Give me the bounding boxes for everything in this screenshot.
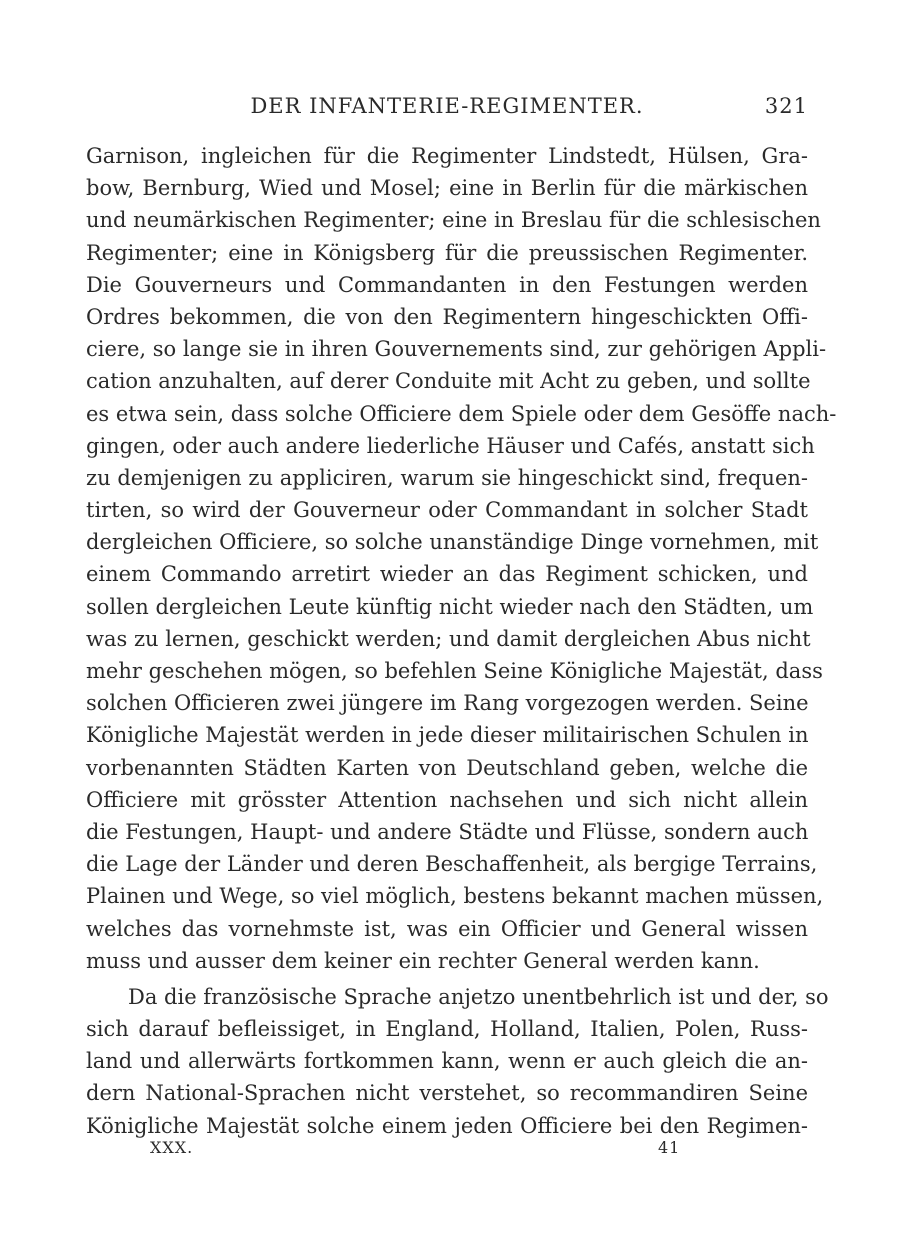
- text-line: cation anzuhalten, auf derer Conduite mit Acht zu geben, und sollte: [86, 369, 811, 394]
- paragraph: [86, 981, 829, 1142]
- text-line: tirten, so wird der Gouverneur oder Commandant in solcher Stadt: [86, 498, 808, 523]
- text-line: vorbenannten Städten Karten von Deutschland geben, welche die: [86, 755, 808, 780]
- signature-mark: XXX.: [150, 1138, 194, 1157]
- text-line: land und allerwärts fortkommen kann, wenn er auch gleich die an-: [86, 1049, 808, 1074]
- text-line: gingen, oder auch andere liederliche Häuser und Cafés, anstatt sich: [86, 433, 815, 458]
- text-line: die Festungen, Haupt- und andere Städte und Flüsse, sondern auch: [86, 819, 809, 844]
- sheet-number: 41: [658, 1138, 681, 1157]
- text-line: die Lage der Länder und deren Beschaffenheit, als bergige Terrains,: [86, 852, 818, 877]
- text-line: sollen dergleichen Leute künftig nicht wieder nach den Städten, um: [86, 594, 814, 619]
- text-line: Königliche Majestät solche einem jeden Officiere bei den Regimen-: [86, 1113, 808, 1138]
- text-line: was zu lernen, geschickt werden; und damit dergleichen Abus nicht: [86, 626, 811, 651]
- text-line: sich darauf befleissiget, in England, Holland, Italien, Polen, Russ-: [86, 1017, 808, 1042]
- text-line: mehr geschehen mögen, so befehlen Seine Königliche Majestät, dass: [86, 659, 823, 683]
- text-line: Officiere mit grösster Attention nachsehen und sich nicht allein: [86, 787, 808, 812]
- text-line: Regimenter; eine in Königsberg für die preussischen Regimenter.: [86, 240, 808, 265]
- paragraph: [86, 140, 837, 977]
- page-footer: [0, 1138, 900, 1164]
- text-line: solchen Officieren zwei jüngere im Rang vorgezogen werden. Seine: [86, 691, 809, 716]
- text-line: dergleichen Officiere, so solche unanständige Dinge vornehmen, mit: [86, 530, 819, 555]
- text-line: Da die französische Sprache anjetzo unentbehrlich ist und der, so: [128, 984, 829, 1009]
- text-line: und neumärkischen Regimenter; eine in Breslau für die schlesischen: [86, 208, 821, 233]
- text-line: welches das vornehmste ist, was ein Officier und General wissen: [86, 916, 808, 941]
- text-line: ciere, so lange sie in ihren Gouvernements sind, zur gehörigen Appli-: [86, 337, 827, 362]
- text-line: Die Gouverneurs und Commandanten in den Festungen werden: [86, 272, 808, 297]
- text-line: zu demjenigen zu appliciren, warum sie hingeschickt sind, frequen-: [86, 465, 808, 490]
- text-line: muss und ausser dem keiner ein rechter General werden kann.: [86, 948, 760, 973]
- text-line: einem Commando arretirt wieder an das Regiment schicken, und: [86, 562, 808, 587]
- text-line: bow, Bernburg, Wied und Mosel; eine in Berlin für die märkischen: [86, 176, 808, 201]
- text-line: dern National-Sprachen nicht verstehet, so recommandiren Seine: [86, 1081, 808, 1106]
- text-line: Königliche Majestät werden in jede dieser militairischen Schulen in: [86, 723, 809, 748]
- text-line: Ordres bekommen, die von den Regimentern hingeschickten Offi-: [86, 304, 808, 329]
- text-line: Plainen und Wege, so viel möglich, bestens bekannt machen müssen,: [86, 884, 824, 909]
- text-line: Garnison, ingleichen für die Regimenter Lindstedt, Hülsen, Gra-: [86, 144, 808, 168]
- page-number: 321: [764, 94, 808, 118]
- text-line: es etwa sein, dass solche Officiere dem Spiele oder dem Gesöffe nach-: [86, 401, 837, 426]
- page-header: [86, 94, 808, 126]
- page-body: [86, 140, 837, 1142]
- running-title: DER INFANTERIE-REGIMENTER.: [250, 94, 644, 118]
